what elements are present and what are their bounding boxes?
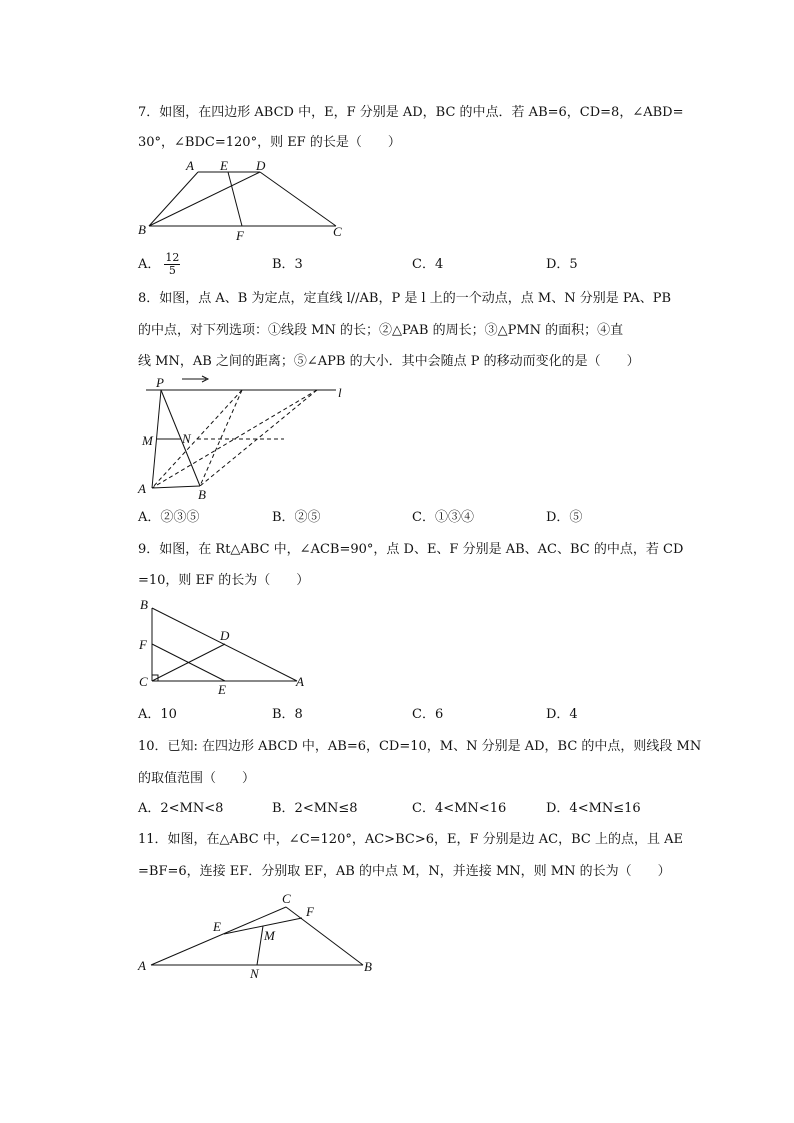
q11-label-f: F [306, 904, 314, 919]
q9-option-d: D．4 [546, 707, 578, 722]
q7-option-a-fraction [164, 252, 180, 277]
q8-label-m: M [142, 433, 153, 448]
q7-label-c: C [333, 224, 342, 239]
q8-label-n: N [182, 431, 191, 446]
q11-text-line2: =BF=6，连接 EF．分别取 EF，AB 的中点 M，N，并连接 MN，则 MN 的长为（ ） [138, 864, 671, 879]
q11-label-m: M [264, 928, 275, 943]
q9-option-c: C．6 [412, 707, 444, 722]
q8-text-line3: 线 MN，AB 之间的距离；⑤∠APB 的大小．其中会随点 P 的移动而变化的是（ ） [138, 354, 640, 369]
q8-label-b: B [198, 487, 206, 502]
q7-figure [130, 156, 360, 246]
q8-figure [130, 373, 360, 503]
q9-label-d: D [220, 628, 230, 643]
q7-option-a [138, 252, 180, 277]
q7-text-line1: 7．如图，在四边形 ABCD 中，E，F 分别是 AD，BC 的中点．若 AB=6，CD=8，∠ABD= [138, 105, 684, 120]
q11-label-e: E [213, 919, 221, 934]
q9-text-line1: 9．如图，在 Rt△ABC 中，∠ACB=90°，点 D、E、F 分别是 AB、AC、BC 的中点，若 CD [138, 542, 684, 557]
q11-label-b: B [364, 959, 372, 974]
q8-text-line2: 的中点，对下列选项：①线段 MN 的长；②△PAB 的周长；③△PMN 的面积；④直 [138, 323, 624, 338]
q7-label-f: F [236, 228, 244, 243]
q9-option-a: A．10 [138, 707, 177, 722]
q8-option-d: D．⑤ [546, 510, 583, 525]
q7-option-c: C．4 [412, 257, 444, 272]
fraction-numerator: 12 [165, 251, 180, 264]
q10-text-line1: 10．已知: 在四边形 ABCD 中，AB=6，CD=10，M、N 分别是 AD，BC 的中点，则线段 MN [138, 739, 702, 754]
q11-label-n: N [250, 966, 259, 981]
q7-option-a-prefix: A． [138, 257, 161, 272]
q7-label-d: D [256, 158, 266, 173]
q9-label-a: A [296, 674, 304, 689]
q7-text-line2: 30°，∠BDC=120°，则 EF 的长是（ ） [138, 135, 401, 150]
q7-option-b: B．3 [272, 257, 303, 272]
q8-label-a: A [138, 481, 146, 496]
q8-option-c: C．①③④ [412, 510, 474, 525]
fraction-denominator: 5 [168, 264, 176, 277]
q7-option-d: D．5 [546, 257, 578, 272]
q11-text-line1: 11．如图，在△ABC 中，∠C=120°，AC>BC>6，E，F 分别是边 AC，BC 上的点，且 AE [138, 832, 683, 847]
q7-label-a: A [186, 158, 194, 173]
q8-option-a: A．②③⑤ [138, 510, 200, 525]
q10-option-a: A．2<MN<8 [138, 801, 224, 816]
q7-label-e: E [220, 158, 228, 173]
q11-label-c: C [282, 891, 291, 906]
q8-option-b: B．②⑤ [272, 510, 321, 525]
q9-label-e: E [218, 682, 226, 697]
q11-figure [130, 888, 390, 983]
q7-label-b: B [138, 222, 146, 237]
q10-option-c: C．4<MN<16 [412, 801, 507, 816]
q10-text-line2: 的取值范围（ ） [138, 771, 256, 786]
q10-option-b: B．2<MN≤8 [272, 801, 358, 816]
q8-label-l: l [338, 385, 342, 400]
q10-option-d: D．4<MN≤16 [546, 801, 641, 816]
q9-option-b: B．8 [272, 707, 303, 722]
q9-text-line2: =10，则 EF 的长为（ ） [138, 573, 310, 588]
q9-label-c: C [139, 674, 148, 689]
q9-figure [130, 594, 320, 698]
q8-text-line1: 8．如图，点 A、B 为定点，定直线 l//AB，P 是 l 上的一个动点，点 M、N 分别是 PA、PB [138, 291, 672, 306]
q11-label-a: A [138, 958, 146, 973]
q8-label-p: P [156, 375, 164, 390]
q9-label-b: B [140, 597, 148, 612]
q9-label-f: F [139, 637, 147, 652]
